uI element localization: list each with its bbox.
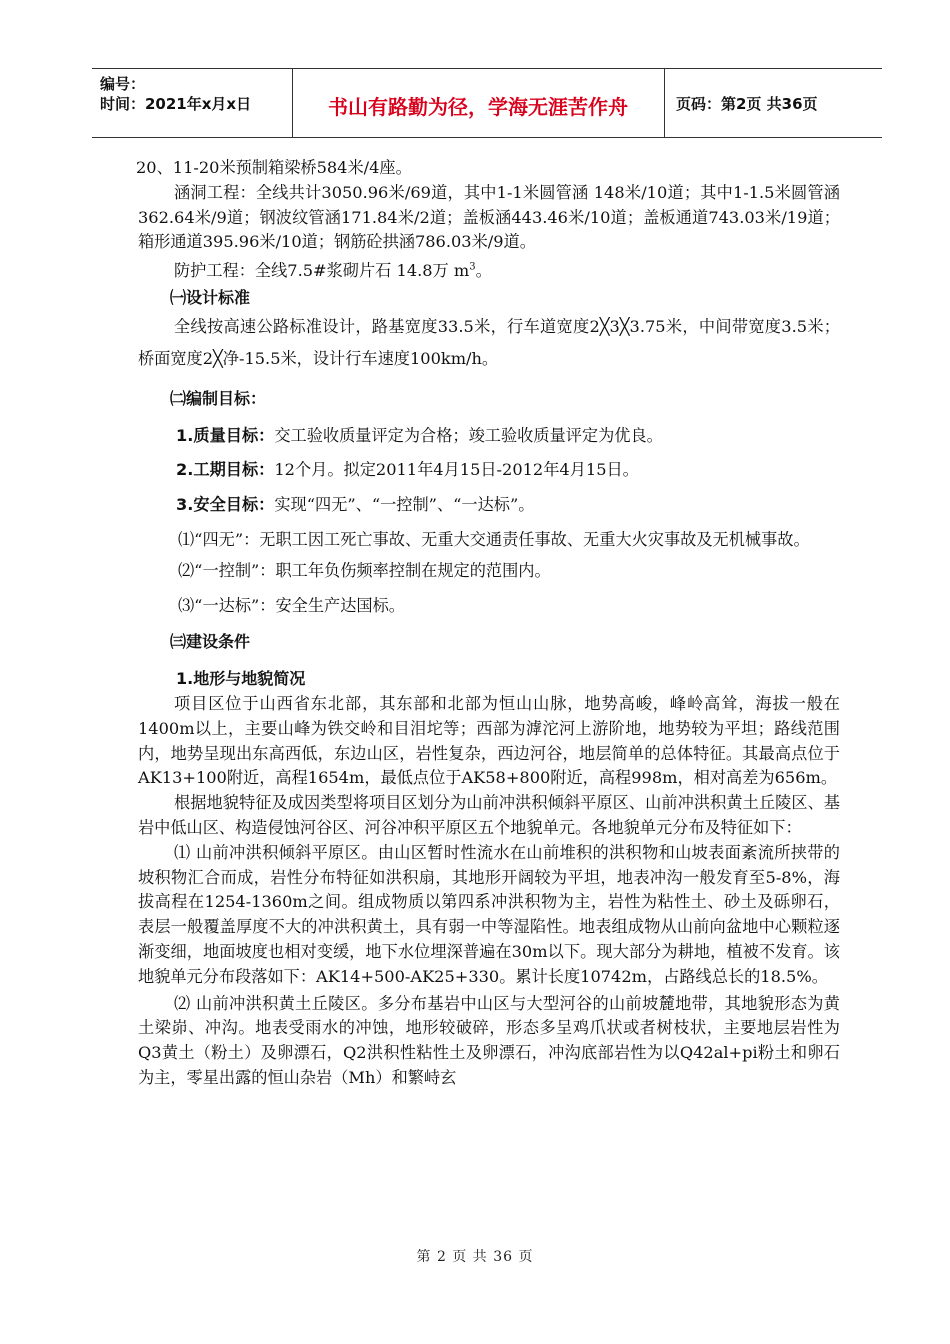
header-left-cell	[92, 69, 293, 137]
safety-item-3: ⑶“一达标”：安全生产达国标。	[178, 595, 405, 615]
goal-quality-text: 交工验收质量评定为合格；竣工验收质量评定为优良。	[274, 425, 663, 445]
safety-item-2: ⑵“一控制”：职工年负伤频率控制在规定的范围内。	[178, 560, 551, 580]
paragraph-design-standard: 全线按高速公路标准设计，路基宽度33.5米，行车道宽度2╳3╳3.75米，中间带宽度3.5米；桥面宽度2╳净-15.5米，设计行车速度100km/h。	[138, 316, 840, 368]
paragraph-plain-region: ⑴ 山前冲洪积倾斜平原区。由山区暂时性流水在山前堆积的洪积物和山坡表面紊流所挟带的坡积物汇合而成，岩性分布特征如洪积扇，其地形开阔较为平坦，地表冲沟一般发育至5-8%，海拔高程在1254-1360m之间。组成物质以第四系冲洪积物为主，岩性为粘性土、砂土及砾卵石，表层一般覆盖厚度不大的冲洪积黄土，具有弱一中等湿陷性。地表组成物从山前向盆地中心颗粒逐渐变细，地面坡度也相对变缓，地下水位埋深普遍在30m以下。现大部分为耕地，植被不发育。该地貌单元分布段落如下：AK14+500-AK25+330。累计长度10742m，占路线总长的18.5%。	[138, 842, 840, 986]
goal-schedule-title: 2.工期目标：	[176, 460, 275, 480]
goal-schedule-text: 12个月。拟定2011年4月15日-2012年4月15日。	[274, 460, 639, 480]
paragraph-protection	[138, 259, 840, 284]
page-footer: 第 2 页 共 36 页	[416, 1249, 534, 1265]
heading-design-standard: ㈠设计标准	[170, 287, 251, 307]
goal-schedule	[176, 458, 840, 483]
header-motto-cell	[292, 69, 665, 137]
paragraph-landform-units: 根据地貌特征及成因类型将项目区划分为山前冲洪积倾斜平原区、山前冲洪积黄土丘陵区、基岩中低山区、构造侵蚀河谷区、河谷冲积平原区五个地貌单元。各地貌单元分布及特征如下：	[138, 793, 840, 837]
heading-conditions: ㈢建设条件	[170, 632, 251, 652]
document-body	[138, 154, 840, 1091]
paragraph-culverts: 涵洞工程：全线共计3050.96米/69道，其中1-1米圆管涵 148米/10道；其中1-1.5米圆管涵 362.64米/9道；钢波纹管涵171.84米/2道；盖板涵443.46米/10道；盖板通道743.03米/19道；箱形通道395.96米/10道；钢筋砼拱涵786.03米/9道。	[138, 182, 840, 252]
heading-terrain: 1.地形与地貌简况	[176, 669, 306, 689]
goal-quality	[176, 424, 840, 449]
page-header	[92, 68, 882, 138]
protection-end: 。	[475, 261, 492, 281]
protection-text: 防护工程：全线7.5#浆砌片石 14.8万 m	[174, 261, 470, 281]
paragraph-terrain: 项目区位于山西省东北部，其东部和北部为恒山山脉，地势高峻，峰岭高耸，海拔一般在1400m以上，主要山峰为铁交岭和目泪坨等；西部为滹沱河上游阶地，地势较为平坦；路线范围内，地势呈现出东高西低，东边山区，岩性复杂，西边河谷，地层简单的总体特征。其最高点位于AK13+100附近，高程1654m，最低点位于AK58+800附近，高程998m，相对高差为656m。	[138, 693, 840, 788]
header-motto: 书山有路勤为径，学海无涯苦作舟	[328, 95, 628, 119]
goal-safety-text: 实现“四无”、“一控制”、“一达标”。	[274, 495, 535, 515]
header-right-cell	[664, 69, 882, 137]
goal-quality-title: 1.质量目标：	[176, 425, 275, 445]
goal-safety	[176, 493, 840, 518]
page-info: 页码：第2页 共36页	[676, 95, 818, 113]
protection-unit-sup: 3	[469, 261, 476, 273]
goal-safety-title: 3.安全目标：	[176, 495, 275, 515]
paragraph-loess-region: ⑵ 山前冲洪积黄土丘陵区。多分布基岩中山区与大型河谷的山前坡麓地带，其地貌形态为黄土梁峁、冲沟。地表受雨水的冲蚀，地形较破碎，形态多呈鸡爪状或者树枝状，主要地层岩性为Q3黄土（粉土）及卵漂石，Q2洪积性粘性土及卵漂石，冲沟底部岩性为以Q42al+pi粉土和卵石为主，零星出露的恒山杂岩（Mh）和繁峙玄	[138, 993, 840, 1087]
doc-time-label: 时间：2021年x月x日	[100, 95, 252, 113]
doc-number-label: 编号：	[100, 75, 146, 93]
heading-goals: ㈡编制目标：	[170, 388, 267, 408]
paragraph-bridges: 20、11-20米预制箱梁桥584米/4座。	[136, 158, 412, 177]
safety-item-1: ⑴“四无”：无职工因工死亡事故、无重大交通责任事故、无重大火灾事故及无机械事故。	[178, 529, 810, 549]
